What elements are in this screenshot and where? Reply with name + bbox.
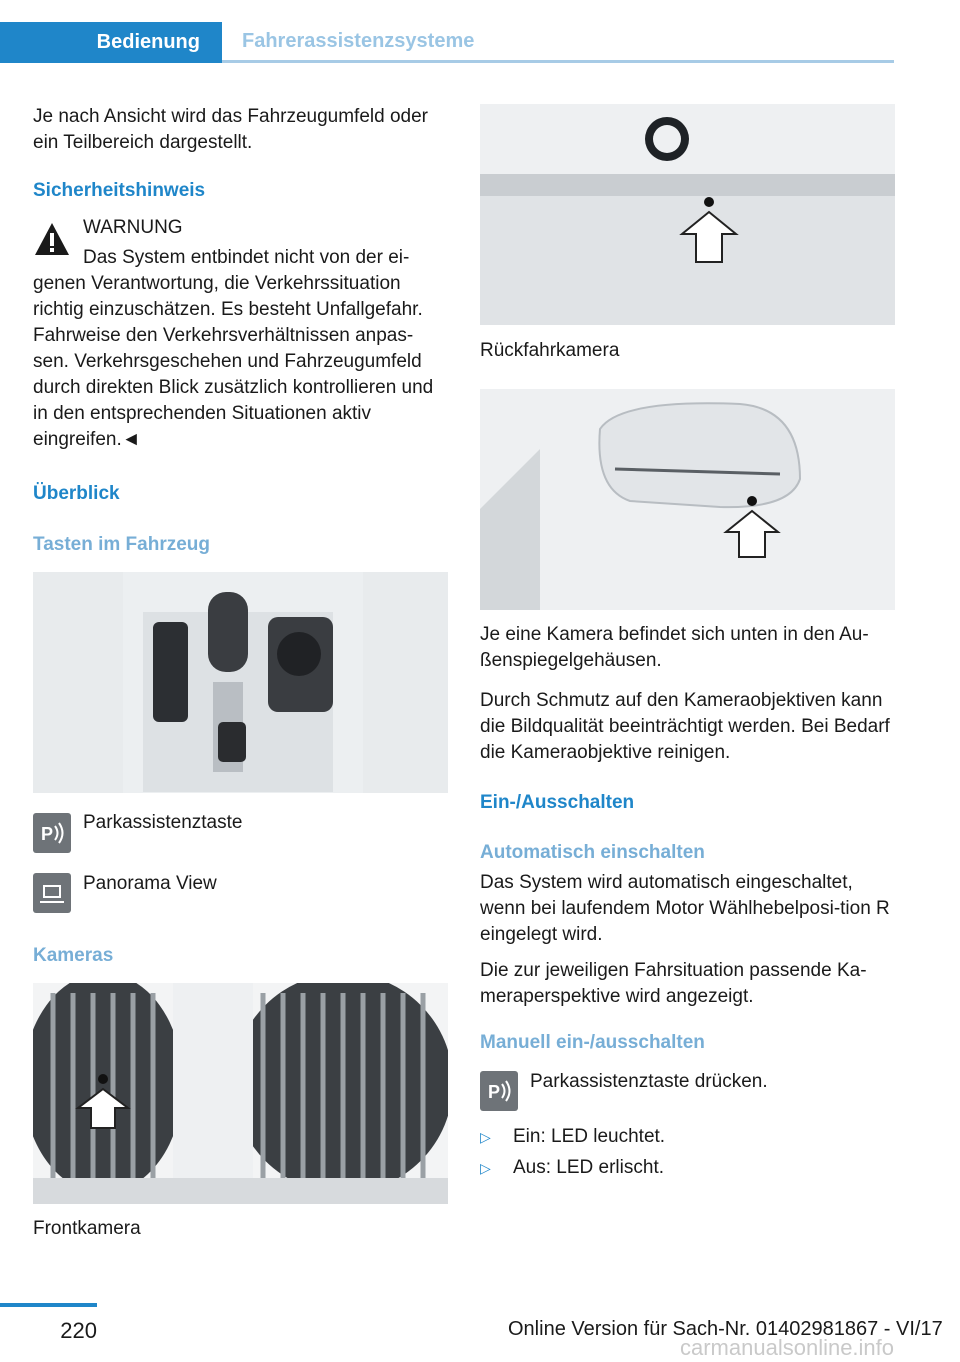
warning-icon bbox=[33, 219, 71, 259]
footer-accent-line bbox=[0, 1303, 97, 1307]
auto-heading: Automatisch einschalten bbox=[480, 842, 705, 863]
dirt-text: Durch Schmutz auf den Kameraobjektiven kann die Bildqualität beeinträchtigt werden. Bei Bedarf die Kameraobjektive reinigen. bbox=[480, 690, 890, 763]
front-camera-caption: Frontkamera bbox=[33, 1218, 141, 1239]
bullet-triangle-icon: ▷ bbox=[480, 1160, 491, 1176]
manual-heading: Manuell ein-/ausschalten bbox=[480, 1032, 705, 1053]
console-photo bbox=[33, 572, 448, 793]
rear-camera-caption: Rückfahrkamera bbox=[480, 340, 620, 361]
overview-heading: Überblick bbox=[33, 483, 120, 504]
mirror-text: Je eine Kamera befindet sich unten in den Au-ßenspiegelgehäusen. bbox=[480, 624, 869, 671]
front-camera-photo bbox=[33, 983, 448, 1204]
intro-text: Je nach Ansicht wird das Fahrzeugumfeld oder ein Teilbereich dargestellt. bbox=[33, 106, 428, 153]
mirror-camera-photo bbox=[480, 389, 895, 610]
bullet-triangle-icon: ▷ bbox=[480, 1129, 491, 1145]
watermark: carmanualsonline.info bbox=[680, 1335, 895, 1360]
cameras-heading: Kameras bbox=[33, 945, 114, 966]
warning-text: genen Verantwortung, die Verkehrssituation richtig einzuschätzen. Es besteht Unfallgefahr. Fahrweise den Verkehrsverhältnissen anpas-sen. Verkehrsgeschehen und Fahrzeugumfeld durch direkten Blick zusätzlich kontrollieren und in den entsprechenden Situationen aktiv eingreifen.◄ bbox=[33, 273, 434, 450]
auto-text-2: Die zur jeweiligen Fahrsituation passende Ka-meraperspektive wird angezeigt. bbox=[480, 960, 867, 1007]
safety-heading: Sicherheitshinweis bbox=[33, 180, 206, 201]
warning-text-first: Das System entbindet nicht von der ei- bbox=[83, 247, 410, 268]
warning-title: WARNUNG bbox=[83, 217, 183, 238]
park-assist-icon bbox=[33, 813, 71, 853]
svg-text:P: P bbox=[41, 824, 54, 844]
svg-text:P: P bbox=[488, 1082, 501, 1102]
rear-camera-photo bbox=[480, 104, 895, 325]
tab-bedienung[interactable]: Bedienung bbox=[0, 22, 222, 63]
panorama-view-icon bbox=[33, 873, 71, 913]
manual-text: Parkassistenztaste drücken. bbox=[530, 1071, 768, 1092]
panorama-view-label: Panorama View bbox=[83, 873, 217, 894]
auto-text-1: Das System wird automatisch eingeschaltet, wenn bei laufendem Motor Wählhebelposi-tion R eingelegt wird. bbox=[480, 872, 890, 945]
online-version-text: Online Version für Sach-Nr. 01402981867 - VI/17 bbox=[508, 1318, 943, 1340]
onoff-heading: Ein-/Ausschalten bbox=[480, 792, 635, 813]
buttons-heading: Tasten im Fahrzeug bbox=[33, 534, 211, 555]
tab-fahrerassistenzsysteme[interactable]: Fahrerassistenzsysteme bbox=[222, 22, 894, 63]
park-assist-label: Parkassistenztaste bbox=[83, 812, 243, 833]
park-assist-icon bbox=[480, 1071, 518, 1111]
page-number: 220 bbox=[60, 1318, 97, 1343]
